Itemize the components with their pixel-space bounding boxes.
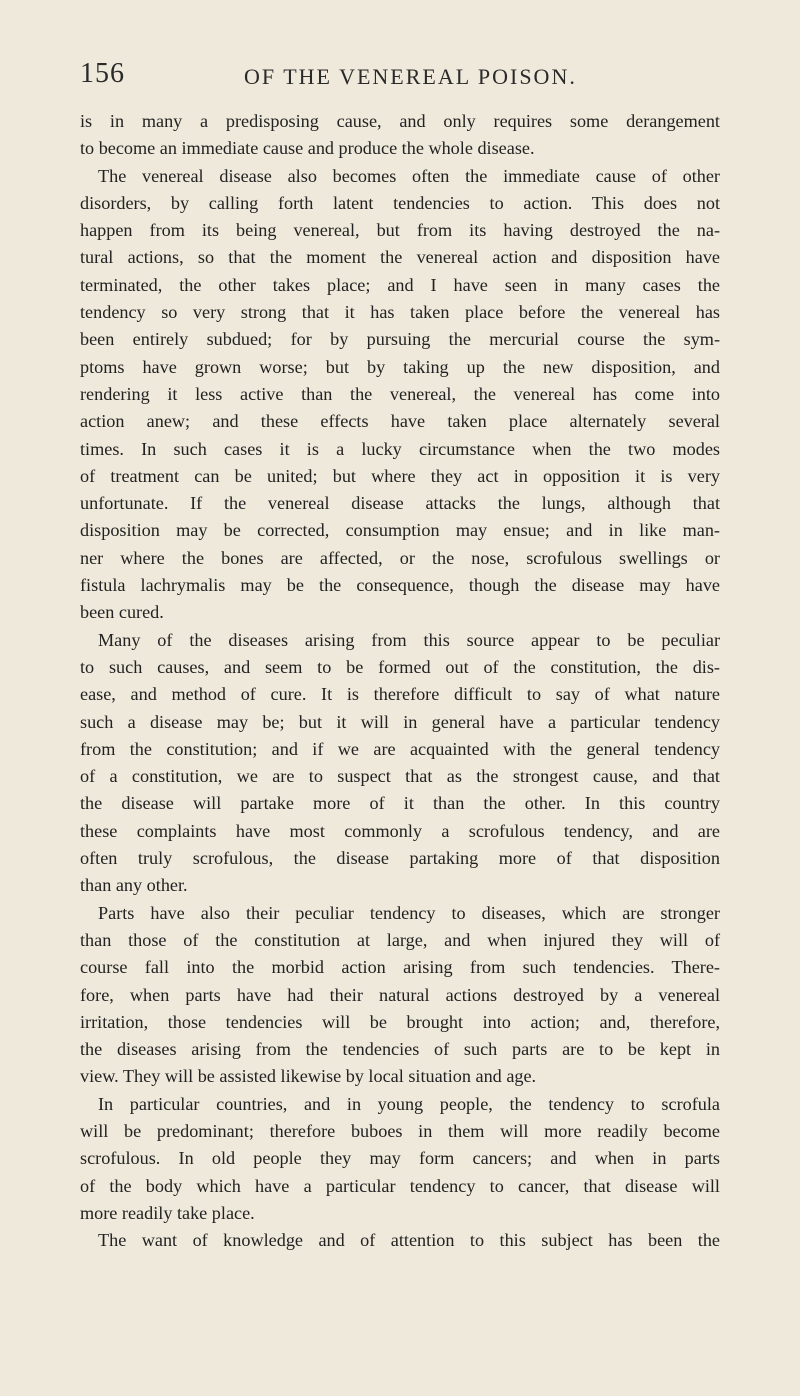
text-line: scrofulous. In old people they may form cancers; and when in parts xyxy=(80,1148,720,1169)
text-line: will be predominant; therefore buboes in them will more readily become xyxy=(80,1120,720,1141)
text-line: tural actions, so that the moment the venereal action and disposition have xyxy=(80,247,720,268)
text-line: to such causes, and seem to be formed out of the constitution, the dis- xyxy=(80,656,720,677)
text-line: times. In such cases it is a lucky circumstance when the two modes xyxy=(80,438,720,459)
text-line: fore, when parts have had their natural actions destroyed by a venereal xyxy=(80,984,720,1005)
running-head: OF THE VENEREAL POISON. xyxy=(244,64,577,89)
text-line: been cured. xyxy=(80,602,164,623)
text-line: than those of the constitution at large, and when injured they will of xyxy=(80,929,720,950)
text-line: ner where the bones are affected, or the nose, scrofulous swellings or xyxy=(80,547,720,568)
body-text xyxy=(80,108,720,1254)
text-line: of treatment can be united; but where they act in opposition it is very xyxy=(80,465,720,486)
text-line: The venereal disease also becomes often the immediate cause of other xyxy=(98,165,720,186)
text-line: In particular countries, and in young people, the tendency to scrofula xyxy=(98,1093,720,1114)
text-line: view. They will be assisted likewise by local situation and age. xyxy=(80,1066,537,1087)
text-line: these complaints have most commonly a scrofulous tendency, and are xyxy=(80,820,720,841)
text-line: Parts have also their peculiar tendency to diseases, which are stronger xyxy=(98,902,720,923)
text-line: been entirely subdued; for by pursuing the mercurial course the sym- xyxy=(80,329,720,350)
text-line: more readily take place. xyxy=(80,1202,255,1223)
page-number: 156 xyxy=(80,58,125,89)
text-line: than any other. xyxy=(80,875,188,896)
text-line: terminated, the other takes place; and I have seen in many cases the xyxy=(80,274,720,295)
text-line: to become an immediate cause and produce the whole disease. xyxy=(80,138,535,159)
text-line: from the constitution; and if we are acquainted with the general tendency xyxy=(80,738,720,759)
text-line: disorders, by calling forth latent tendencies to action. This does not xyxy=(80,192,720,213)
text-line: happen from its being venereal, but from its having destroyed the na- xyxy=(80,220,720,241)
text-line: the disease will partake more of it than the other. In this country xyxy=(80,793,720,814)
text-line: is in many a predisposing cause, and only requires some derangement xyxy=(80,111,720,131)
text-line: of the body which have a particular tendency to cancer, that disease will xyxy=(80,1175,720,1196)
text-line: unfortunate. If the venereal disease attacks the lungs, although that xyxy=(80,493,720,514)
text-line: The want of knowledge and of attention to this subject has been the xyxy=(98,1230,720,1251)
page-header xyxy=(80,58,720,98)
text-line: rendering it less active than the venereal, the venereal has come into xyxy=(80,383,720,404)
text-line: disposition may be corrected, consumption may ensue; and in like man- xyxy=(80,520,720,541)
text-line: of a constitution, we are to suspect that as the strongest cause, and that xyxy=(80,766,720,787)
text-line: course fall into the morbid action arising from such tendencies. There- xyxy=(80,957,720,978)
text-line: ptoms have grown worse; but by taking up the new disposition, and xyxy=(80,356,720,377)
text-line: such a disease may be; but it will in general have a particular tendency xyxy=(80,711,720,732)
text-line: tendency so very strong that it has taken place before the venereal has xyxy=(80,302,720,323)
text-line: irritation, those tendencies will be brought into action; and, therefore, xyxy=(80,1011,720,1032)
text-line: fistula lachrymalis may be the consequence, though the disease may have xyxy=(80,575,720,596)
text-line: Many of the diseases arising from this source appear to be peculiar xyxy=(98,629,720,650)
text-line: action anew; and these effects have taken place alternately several xyxy=(80,411,720,432)
text-line: ease, and method of cure. It is therefore difficult to say of what nature xyxy=(80,684,720,705)
text-line: the diseases arising from the tendencies of such parts are to be kept in xyxy=(80,1039,720,1060)
text-line: often truly scrofulous, the disease partaking more of that disposition xyxy=(80,848,720,869)
